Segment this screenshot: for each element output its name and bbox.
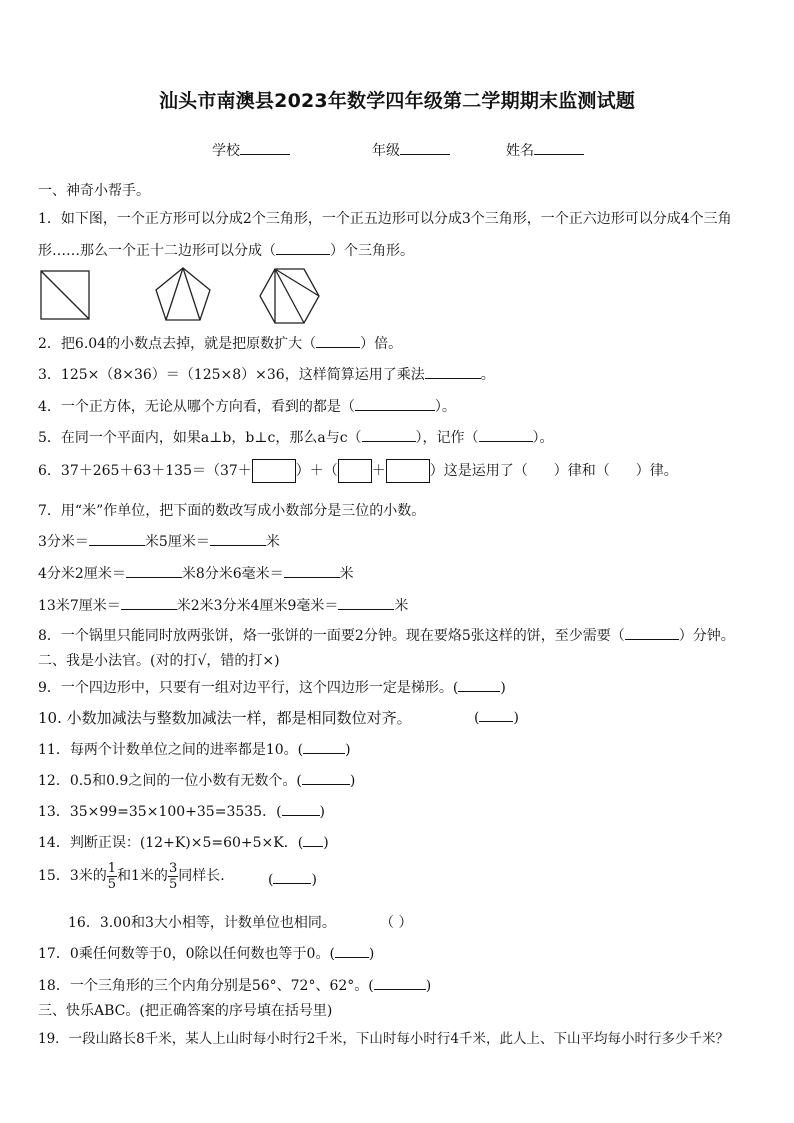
hexagon-figure <box>260 269 319 323</box>
question-18: 18．一个三角形的三个内角分别是56°、72°、62°。( ) <box>38 975 431 995</box>
question-11: 11．每两个计数单位之间的进率都是10。( ) <box>38 739 351 759</box>
question-12-blank[interactable] <box>302 770 350 785</box>
question-10: 10. 小数加减法与整数加减法一样，都是相同数位对齐。 <box>38 709 412 727</box>
question-14-blank[interactable] <box>303 832 323 847</box>
question-7-blank-1[interactable] <box>89 531 145 546</box>
question-6-box-1[interactable] <box>252 459 296 483</box>
question-17-blank[interactable] <box>335 943 369 958</box>
question-5-blank-1[interactable] <box>362 427 416 442</box>
question-1-line-2 <box>38 240 414 260</box>
question-2: 2．把6.04的小数点去掉，就是把原数扩大（ ）倍。 <box>38 333 402 353</box>
fraction-3-5: $\frac{3}{5}$ <box>168 860 178 892</box>
school-blank[interactable] <box>240 140 290 155</box>
question-13: 13．35×99=35×100+35=3535．( ) <box>38 801 325 821</box>
question-15-answer: ( ) <box>268 869 317 888</box>
grade-label: 年级 <box>372 143 400 159</box>
question-7-row-1: 3分米＝ 米5厘米＝ 米 <box>38 531 280 551</box>
question-9: 9．一个四边形中，只要有一组对边平行，这个四边形一定是梯形。( ) <box>38 677 506 697</box>
section-1-heading: 一、神奇小帮手。 <box>38 183 150 199</box>
question-10-answer: ( ) <box>474 707 519 726</box>
question-1-text-end: ）个三角形。 <box>330 243 414 259</box>
fraction-1-5: $\frac{1}{5}$ <box>107 860 117 892</box>
question-6: 6．37＋265＋63＋135＝（37＋ ）＋（ ＋ ）这是运用了（ ）律和（ ）律。 <box>38 458 678 484</box>
question-7-row-3: 13米7厘米＝ 米2米3分米4厘米9毫米＝ 米 <box>38 595 408 615</box>
question-3-blank[interactable] <box>425 364 481 379</box>
question-12: 12．0.5和0.9之间的一位小数有无数个。( ) <box>38 770 355 790</box>
question-4-blank[interactable] <box>355 396 435 411</box>
question-7-blank-3[interactable] <box>126 563 182 578</box>
question-7-blank-5[interactable] <box>121 595 177 610</box>
grade-field <box>372 140 450 160</box>
question-16-answer[interactable]: （ ） <box>380 915 413 931</box>
question-8-blank[interactable] <box>625 625 679 640</box>
question-10-blank[interactable] <box>479 707 513 722</box>
question-5: 5．在同一个平面内，如果a⊥b，b⊥c，那么a与c（ ），记作（ ）。 <box>38 427 554 447</box>
question-7-row-2: 4分米2厘米＝ 米8分米6毫米＝ 米 <box>38 563 354 583</box>
question-7-blank-4[interactable] <box>284 563 340 578</box>
name-blank[interactable] <box>534 140 584 155</box>
question-1-blank[interactable] <box>276 240 330 255</box>
question-19: 19．一段山路长8千米，某人上山时每小时行2千米，下山时每小时行4千米，此人上、下山平均每小时行多少千米？ <box>38 1031 729 1047</box>
question-3: 3．125×（8×36）＝（125×8）×36，这样简算运用了乘法 。 <box>38 364 495 384</box>
question-1-text: 形……那么一个正十二边形可以分成（ <box>38 243 276 259</box>
question-11-blank[interactable] <box>303 739 345 754</box>
question-4: 4．一个正方体，无论从哪个方向看，看到的都是（ ）。 <box>38 396 456 416</box>
question-7: 7．用“米”作单位，把下面的数改写成小数部分是三位的小数。 <box>38 503 426 519</box>
square-figure <box>41 271 89 319</box>
grade-blank[interactable] <box>400 140 450 155</box>
question-6-box-3[interactable] <box>386 459 430 483</box>
section-2-heading: 二、我是小法官。(对的打√，错的打×) <box>38 653 280 669</box>
polygon-figures <box>38 266 338 326</box>
question-9-blank[interactable] <box>458 677 500 692</box>
question-7-blank-6[interactable] <box>338 595 394 610</box>
school-field <box>212 140 290 160</box>
section-3-heading: 三、快乐ABC。(把正确答案的序号填在括号里) <box>38 1003 333 1019</box>
name-field <box>506 140 584 160</box>
question-2-blank[interactable] <box>316 333 360 348</box>
question-15-blank[interactable] <box>273 869 311 884</box>
question-6-box-2[interactable] <box>338 459 372 483</box>
name-label: 姓名 <box>506 143 534 159</box>
question-8: 8．一个锅里只能同时放两张饼，烙一张饼的一面要2分钟。现在要烙5张这样的饼，至少需要（ ）分钟。 <box>38 625 735 645</box>
question-14: 14．判断正误：(12+K)×5=60+5×K．( ) <box>38 832 329 852</box>
question-1-line-1: 1．如下图，一个正方形可以分成2个三角形，一个正五边形可以分成3个三角形，一个正六边形可以分成4个三角 <box>38 211 732 227</box>
pentagon-figure <box>156 268 210 320</box>
page-title: 汕头市南澳县2023年数学四年级第二学期期末监测试题 <box>158 90 636 112</box>
school-label: 学校 <box>212 143 240 159</box>
question-17: 17．0乘任何数等于0，0除以任何数也等于0。( ) <box>38 943 374 963</box>
question-5-blank-2[interactable] <box>479 427 533 442</box>
question-13-blank[interactable] <box>282 801 320 816</box>
question-15: 15．3米的 $\frac{1}{5}$ 和1米的 $\frac{3}{5}$ 同样长. <box>38 860 225 892</box>
question-7-blank-2[interactable] <box>210 531 266 546</box>
question-18-blank[interactable] <box>374 975 426 990</box>
question-16: 16．3.00和3大小相等，计数单位也相同。 <box>68 915 336 931</box>
